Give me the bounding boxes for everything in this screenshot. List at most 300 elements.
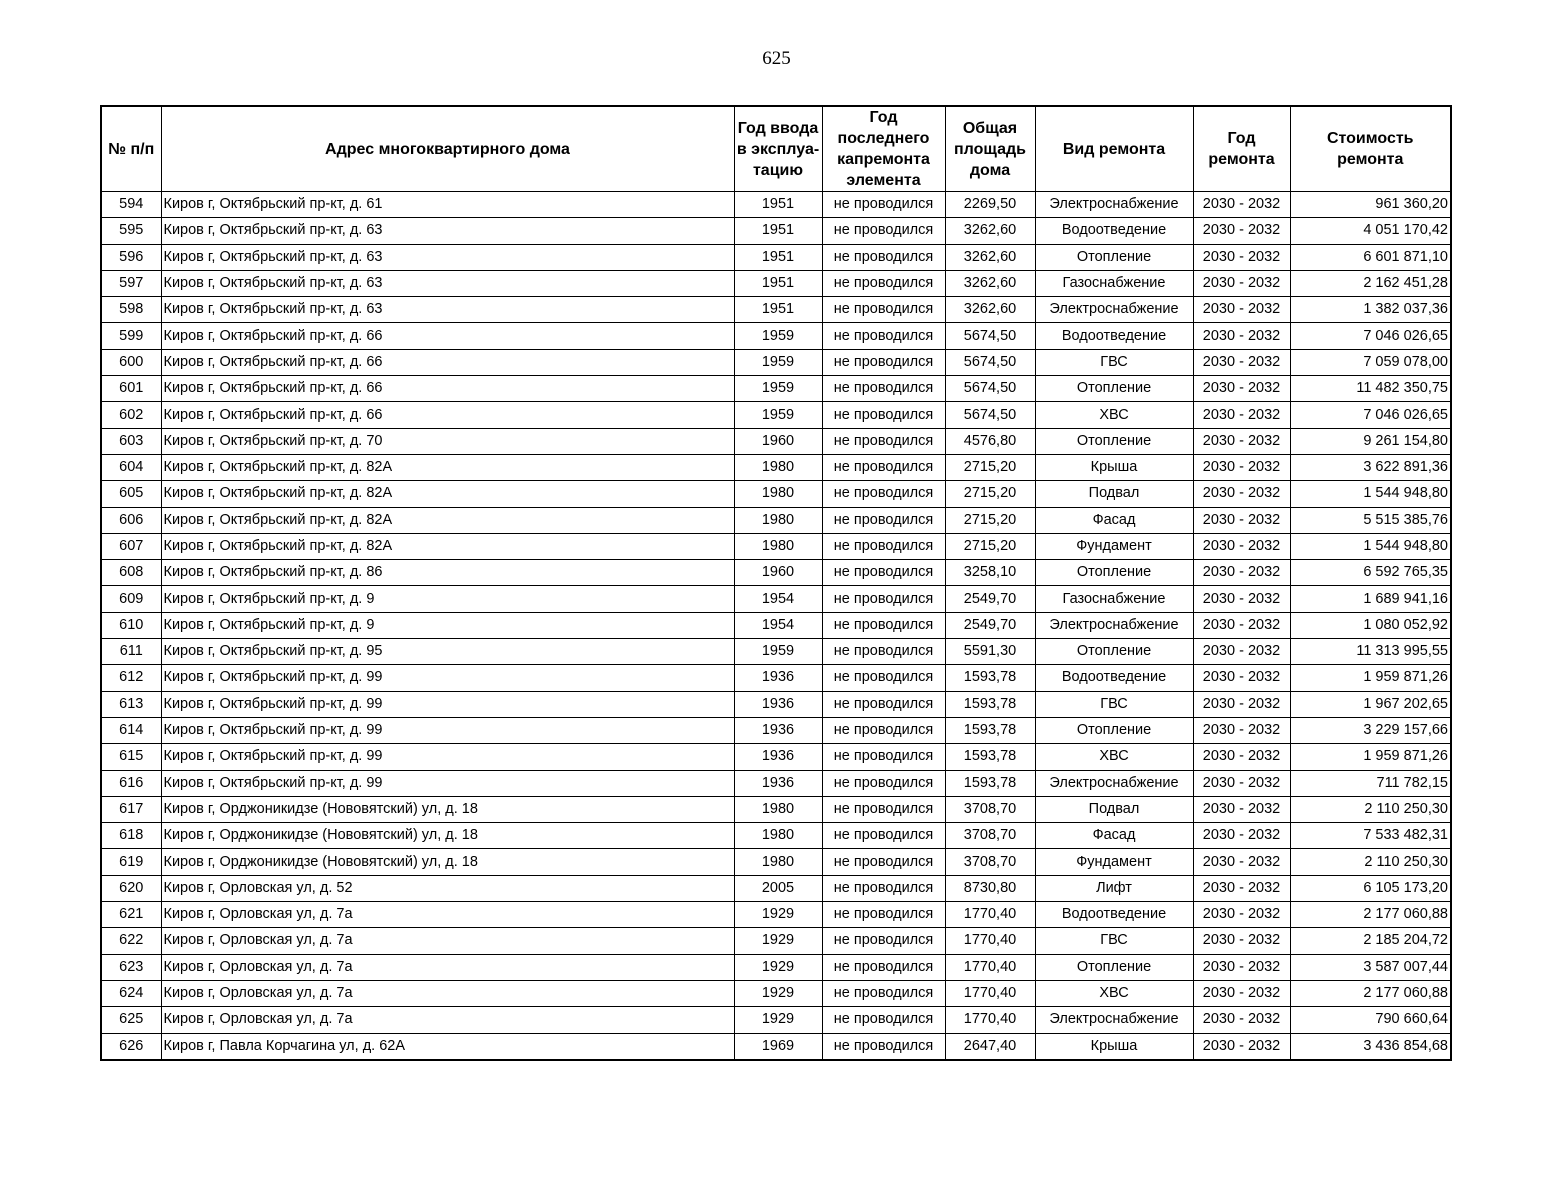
- cell-area: 1593,78: [945, 665, 1035, 691]
- cell-num: 611: [101, 639, 161, 665]
- cell-repair-year: 2030 - 2032: [1193, 586, 1290, 612]
- cell-last-repair: не проводился: [822, 402, 945, 428]
- cell-last-repair: не проводился: [822, 902, 945, 928]
- cell-year-commission: 1951: [734, 297, 822, 323]
- cell-num: 598: [101, 297, 161, 323]
- cell-year-commission: 1954: [734, 612, 822, 638]
- cell-cost: 2 110 250,30: [1290, 796, 1451, 822]
- table-row: [101, 928, 1451, 954]
- cell-num: 596: [101, 244, 161, 270]
- cell-repair-kind: Электроснабжение: [1035, 192, 1193, 218]
- cell-num: 601: [101, 376, 161, 402]
- cell-year-commission: 1980: [734, 533, 822, 559]
- table-row: [101, 323, 1451, 349]
- cell-cost: 1 080 052,92: [1290, 612, 1451, 638]
- cell-area: 5674,50: [945, 323, 1035, 349]
- header-year-commission: Год ввода в эксплуа-тацию: [734, 106, 822, 192]
- table-row: [101, 823, 1451, 849]
- cell-year-commission: 1959: [734, 376, 822, 402]
- cell-area: 5674,50: [945, 349, 1035, 375]
- cell-area: 2715,20: [945, 507, 1035, 533]
- cell-area: 1593,78: [945, 717, 1035, 743]
- cell-address: Киров г, Октябрьский пр-кт, д. 86: [161, 560, 734, 586]
- cell-last-repair: не проводился: [822, 875, 945, 901]
- cell-area: 2269,50: [945, 192, 1035, 218]
- cell-year-commission: 1960: [734, 560, 822, 586]
- cell-repair-kind: Водоотведение: [1035, 323, 1193, 349]
- cell-repair-kind: Фасад: [1035, 823, 1193, 849]
- cell-area: 2549,70: [945, 586, 1035, 612]
- cell-repair-kind: Подвал: [1035, 796, 1193, 822]
- table-row: [101, 481, 1451, 507]
- cell-repair-year: 2030 - 2032: [1193, 691, 1290, 717]
- table-row: [101, 218, 1451, 244]
- cell-address: Киров г, Октябрьский пр-кт, д. 82А: [161, 481, 734, 507]
- cell-repair-kind: ХВС: [1035, 402, 1193, 428]
- cell-last-repair: не проводился: [822, 980, 945, 1006]
- cell-area: 2715,20: [945, 481, 1035, 507]
- table-row: [101, 560, 1451, 586]
- cell-year-commission: 1980: [734, 454, 822, 480]
- cell-address: Киров г, Октябрьский пр-кт, д. 61: [161, 192, 734, 218]
- cell-year-commission: 1960: [734, 428, 822, 454]
- cell-last-repair: не проводился: [822, 244, 945, 270]
- table-row: [101, 454, 1451, 480]
- table-row: [101, 902, 1451, 928]
- cell-repair-kind: Газоснабжение: [1035, 270, 1193, 296]
- cell-last-repair: не проводился: [822, 297, 945, 323]
- repair-table: [100, 105, 1452, 1061]
- cell-repair-kind: ГВС: [1035, 691, 1193, 717]
- cell-cost: 1 689 941,16: [1290, 586, 1451, 612]
- cell-repair-year: 2030 - 2032: [1193, 481, 1290, 507]
- cell-last-repair: не проводился: [822, 586, 945, 612]
- cell-area: 3708,70: [945, 823, 1035, 849]
- cell-area: 1770,40: [945, 954, 1035, 980]
- cell-area: 3262,60: [945, 270, 1035, 296]
- cell-num: 597: [101, 270, 161, 296]
- cell-address: Киров г, Октябрьский пр-кт, д. 99: [161, 744, 734, 770]
- cell-last-repair: не проводился: [822, 954, 945, 980]
- cell-address: Киров г, Орловская ул, д. 7а: [161, 902, 734, 928]
- cell-year-commission: 1951: [734, 270, 822, 296]
- cell-address: Киров г, Орловская ул, д. 52: [161, 875, 734, 901]
- cell-repair-kind: Водоотведение: [1035, 665, 1193, 691]
- cell-year-commission: 1959: [734, 402, 822, 428]
- cell-repair-kind: Фундамент: [1035, 849, 1193, 875]
- cell-area: 8730,80: [945, 875, 1035, 901]
- table-row: [101, 428, 1451, 454]
- cell-repair-year: 2030 - 2032: [1193, 717, 1290, 743]
- cell-num: 609: [101, 586, 161, 612]
- cell-repair-kind: Отопление: [1035, 954, 1193, 980]
- table-row: [101, 796, 1451, 822]
- cell-address: Киров г, Октябрьский пр-кт, д. 82А: [161, 533, 734, 559]
- page-number: 625: [762, 48, 791, 69]
- cell-area: 1770,40: [945, 902, 1035, 928]
- cell-area: 5674,50: [945, 376, 1035, 402]
- cell-cost: 2 185 204,72: [1290, 928, 1451, 954]
- cell-repair-kind: Отопление: [1035, 560, 1193, 586]
- table-row: [101, 875, 1451, 901]
- cell-area: 1770,40: [945, 928, 1035, 954]
- cell-area: 2647,40: [945, 1033, 1035, 1060]
- cell-year-commission: 1936: [734, 770, 822, 796]
- table-row: [101, 297, 1451, 323]
- cell-cost: 790 660,64: [1290, 1007, 1451, 1033]
- cell-last-repair: не проводился: [822, 533, 945, 559]
- cell-repair-year: 2030 - 2032: [1193, 218, 1290, 244]
- cell-last-repair: не проводился: [822, 349, 945, 375]
- cell-repair-year: 2030 - 2032: [1193, 454, 1290, 480]
- cell-cost: 7 059 078,00: [1290, 349, 1451, 375]
- cell-cost: 2 110 250,30: [1290, 849, 1451, 875]
- cell-address: Киров г, Октябрьский пр-кт, д. 66: [161, 349, 734, 375]
- cell-num: 617: [101, 796, 161, 822]
- cell-cost: 7 046 026,65: [1290, 402, 1451, 428]
- cell-repair-year: 2030 - 2032: [1193, 560, 1290, 586]
- table-row: [101, 192, 1451, 218]
- cell-area: 1593,78: [945, 770, 1035, 796]
- cell-year-commission: 1980: [734, 823, 822, 849]
- cell-area: 2549,70: [945, 612, 1035, 638]
- cell-repair-year: 2030 - 2032: [1193, 928, 1290, 954]
- table-body: [101, 192, 1451, 1060]
- cell-repair-year: 2030 - 2032: [1193, 849, 1290, 875]
- cell-address: Киров г, Орловская ул, д. 7а: [161, 980, 734, 1006]
- cell-address: Киров г, Орджоникидзе (Нововятский) ул, д. 18: [161, 823, 734, 849]
- cell-last-repair: не проводился: [822, 691, 945, 717]
- cell-year-commission: 1929: [734, 1007, 822, 1033]
- cell-area: 3262,60: [945, 218, 1035, 244]
- cell-last-repair: не проводился: [822, 481, 945, 507]
- cell-repair-year: 2030 - 2032: [1193, 349, 1290, 375]
- cell-repair-year: 2030 - 2032: [1193, 744, 1290, 770]
- cell-num: 612: [101, 665, 161, 691]
- cell-year-commission: 1929: [734, 954, 822, 980]
- table-header: [101, 106, 1451, 192]
- header-address: Адрес многоквартирного дома: [161, 106, 734, 192]
- cell-cost: 1 544 948,80: [1290, 481, 1451, 507]
- cell-cost: 11 482 350,75: [1290, 376, 1451, 402]
- cell-last-repair: не проводился: [822, 454, 945, 480]
- table-row: [101, 533, 1451, 559]
- cell-cost: 7 533 482,31: [1290, 823, 1451, 849]
- header-area: Общая площадь дома: [945, 106, 1035, 192]
- table-row: [101, 744, 1451, 770]
- cell-year-commission: 1936: [734, 717, 822, 743]
- cell-address: Киров г, Октябрьский пр-кт, д. 70: [161, 428, 734, 454]
- table-row: [101, 612, 1451, 638]
- cell-repair-year: 2030 - 2032: [1193, 665, 1290, 691]
- cell-cost: 3 229 157,66: [1290, 717, 1451, 743]
- cell-address: Киров г, Октябрьский пр-кт, д. 99: [161, 691, 734, 717]
- table-row: [101, 586, 1451, 612]
- cell-area: 1593,78: [945, 691, 1035, 717]
- cell-last-repair: не проводился: [822, 1033, 945, 1060]
- cell-address: Киров г, Октябрьский пр-кт, д. 9: [161, 586, 734, 612]
- cell-repair-kind: Электроснабжение: [1035, 612, 1193, 638]
- cell-cost: 4 051 170,42: [1290, 218, 1451, 244]
- cell-repair-year: 2030 - 2032: [1193, 770, 1290, 796]
- cell-repair-year: 2030 - 2032: [1193, 1007, 1290, 1033]
- cell-area: 1770,40: [945, 980, 1035, 1006]
- table-row: [101, 270, 1451, 296]
- cell-cost: 9 261 154,80: [1290, 428, 1451, 454]
- header-num: № п/п: [101, 106, 161, 192]
- cell-repair-kind: Отопление: [1035, 717, 1193, 743]
- cell-repair-year: 2030 - 2032: [1193, 244, 1290, 270]
- cell-cost: 3 587 007,44: [1290, 954, 1451, 980]
- cell-repair-year: 2030 - 2032: [1193, 823, 1290, 849]
- cell-address: Киров г, Октябрьский пр-кт, д. 99: [161, 665, 734, 691]
- cell-area: 3708,70: [945, 796, 1035, 822]
- cell-last-repair: не проводился: [822, 639, 945, 665]
- cell-repair-year: 2030 - 2032: [1193, 954, 1290, 980]
- cell-last-repair: не проводился: [822, 507, 945, 533]
- cell-address: Киров г, Октябрьский пр-кт, д. 66: [161, 323, 734, 349]
- cell-last-repair: не проводился: [822, 928, 945, 954]
- cell-last-repair: не проводился: [822, 849, 945, 875]
- table-row: [101, 1033, 1451, 1060]
- cell-area: 5674,50: [945, 402, 1035, 428]
- cell-num: 605: [101, 481, 161, 507]
- cell-year-commission: 1969: [734, 1033, 822, 1060]
- cell-num: 607: [101, 533, 161, 559]
- cell-address: Киров г, Октябрьский пр-кт, д. 95: [161, 639, 734, 665]
- cell-num: 600: [101, 349, 161, 375]
- cell-year-commission: 1954: [734, 586, 822, 612]
- cell-cost: 961 360,20: [1290, 192, 1451, 218]
- cell-last-repair: не проводился: [822, 376, 945, 402]
- cell-area: 2715,20: [945, 533, 1035, 559]
- table-row: [101, 349, 1451, 375]
- table-row: [101, 954, 1451, 980]
- table-row: [101, 849, 1451, 875]
- cell-address: Киров г, Октябрьский пр-кт, д. 63: [161, 270, 734, 296]
- table-row: [101, 639, 1451, 665]
- cell-num: 606: [101, 507, 161, 533]
- cell-last-repair: не проводился: [822, 823, 945, 849]
- cell-area: 4576,80: [945, 428, 1035, 454]
- cell-repair-year: 2030 - 2032: [1193, 323, 1290, 349]
- cell-cost: 6 601 871,10: [1290, 244, 1451, 270]
- cell-repair-year: 2030 - 2032: [1193, 507, 1290, 533]
- cell-address: Киров г, Октябрьский пр-кт, д. 99: [161, 717, 734, 743]
- cell-cost: 1 967 202,65: [1290, 691, 1451, 717]
- cell-area: 3258,10: [945, 560, 1035, 586]
- cell-repair-year: 2030 - 2032: [1193, 376, 1290, 402]
- cell-num: 599: [101, 323, 161, 349]
- cell-cost: 6 592 765,35: [1290, 560, 1451, 586]
- cell-last-repair: не проводился: [822, 770, 945, 796]
- cell-num: 619: [101, 849, 161, 875]
- cell-repair-year: 2030 - 2032: [1193, 428, 1290, 454]
- cell-cost: 3 622 891,36: [1290, 454, 1451, 480]
- cell-num: 603: [101, 428, 161, 454]
- cell-address: Киров г, Октябрьский пр-кт, д. 63: [161, 244, 734, 270]
- cell-area: 5591,30: [945, 639, 1035, 665]
- header-last-repair: Год последнего капремонта элемента: [822, 106, 945, 192]
- cell-num: 595: [101, 218, 161, 244]
- cell-repair-kind: ХВС: [1035, 980, 1193, 1006]
- table-row: [101, 770, 1451, 796]
- cell-repair-kind: Газоснабжение: [1035, 586, 1193, 612]
- cell-num: 594: [101, 192, 161, 218]
- table-row: [101, 1007, 1451, 1033]
- cell-num: 625: [101, 1007, 161, 1033]
- cell-repair-kind: Отопление: [1035, 244, 1193, 270]
- cell-area: 1593,78: [945, 744, 1035, 770]
- table-row: [101, 507, 1451, 533]
- cell-repair-year: 2030 - 2032: [1193, 533, 1290, 559]
- cell-last-repair: не проводился: [822, 218, 945, 244]
- cell-year-commission: 1929: [734, 980, 822, 1006]
- cell-num: 613: [101, 691, 161, 717]
- cell-repair-kind: Лифт: [1035, 875, 1193, 901]
- cell-year-commission: 1936: [734, 665, 822, 691]
- cell-repair-year: 2030 - 2032: [1193, 902, 1290, 928]
- cell-last-repair: не проводился: [822, 744, 945, 770]
- cell-address: Киров г, Орловская ул, д. 7а: [161, 1007, 734, 1033]
- cell-num: 610: [101, 612, 161, 638]
- cell-repair-kind: Фундамент: [1035, 533, 1193, 559]
- cell-num: 614: [101, 717, 161, 743]
- cell-year-commission: 2005: [734, 875, 822, 901]
- cell-address: Киров г, Октябрьский пр-кт, д. 63: [161, 297, 734, 323]
- table-row: [101, 980, 1451, 1006]
- cell-num: 604: [101, 454, 161, 480]
- cell-year-commission: 1980: [734, 849, 822, 875]
- cell-address: Киров г, Октябрьский пр-кт, д. 82А: [161, 454, 734, 480]
- cell-repair-kind: ХВС: [1035, 744, 1193, 770]
- table-row: [101, 376, 1451, 402]
- cell-repair-kind: Отопление: [1035, 376, 1193, 402]
- cell-cost: 1 382 037,36: [1290, 297, 1451, 323]
- cell-num: 615: [101, 744, 161, 770]
- header-cost: Стоимость ремонта: [1290, 106, 1451, 192]
- cell-address: Киров г, Орджоникидзе (Нововятский) ул, д. 18: [161, 796, 734, 822]
- cell-area: 3262,60: [945, 244, 1035, 270]
- cell-repair-year: 2030 - 2032: [1193, 639, 1290, 665]
- cell-cost: 6 105 173,20: [1290, 875, 1451, 901]
- cell-last-repair: не проводился: [822, 270, 945, 296]
- cell-last-repair: не проводился: [822, 192, 945, 218]
- cell-year-commission: 1980: [734, 796, 822, 822]
- cell-cost: 711 782,15: [1290, 770, 1451, 796]
- cell-address: Киров г, Павла Корчагина ул, д. 62А: [161, 1033, 734, 1060]
- cell-num: 621: [101, 902, 161, 928]
- cell-address: Киров г, Орджоникидзе (Нововятский) ул, д. 18: [161, 849, 734, 875]
- cell-last-repair: не проводился: [822, 612, 945, 638]
- cell-address: Киров г, Орловская ул, д. 7а: [161, 954, 734, 980]
- cell-last-repair: не проводился: [822, 796, 945, 822]
- cell-num: 623: [101, 954, 161, 980]
- cell-last-repair: не проводился: [822, 665, 945, 691]
- cell-repair-year: 2030 - 2032: [1193, 612, 1290, 638]
- cell-repair-year: 2030 - 2032: [1193, 297, 1290, 323]
- cell-year-commission: 1951: [734, 192, 822, 218]
- cell-cost: 1 544 948,80: [1290, 533, 1451, 559]
- cell-repair-kind: Фасад: [1035, 507, 1193, 533]
- cell-last-repair: не проводился: [822, 717, 945, 743]
- cell-last-repair: не проводился: [822, 560, 945, 586]
- cell-year-commission: 1980: [734, 507, 822, 533]
- cell-repair-year: 2030 - 2032: [1193, 980, 1290, 1006]
- cell-area: 1770,40: [945, 1007, 1035, 1033]
- cell-cost: 2 177 060,88: [1290, 980, 1451, 1006]
- cell-repair-kind: Крыша: [1035, 1033, 1193, 1060]
- cell-num: 608: [101, 560, 161, 586]
- cell-address: Киров г, Октябрьский пр-кт, д. 99: [161, 770, 734, 796]
- cell-repair-year: 2030 - 2032: [1193, 875, 1290, 901]
- cell-address: Киров г, Октябрьский пр-кт, д. 63: [161, 218, 734, 244]
- cell-num: 616: [101, 770, 161, 796]
- cell-num: 602: [101, 402, 161, 428]
- cell-year-commission: 1929: [734, 928, 822, 954]
- cell-repair-kind: Отопление: [1035, 639, 1193, 665]
- cell-cost: 7 046 026,65: [1290, 323, 1451, 349]
- cell-num: 626: [101, 1033, 161, 1060]
- cell-area: 2715,20: [945, 454, 1035, 480]
- cell-year-commission: 1951: [734, 218, 822, 244]
- cell-repair-kind: Отопление: [1035, 428, 1193, 454]
- cell-cost: 11 313 995,55: [1290, 639, 1451, 665]
- table-row: [101, 402, 1451, 428]
- table-row: [101, 691, 1451, 717]
- cell-cost: 1 959 871,26: [1290, 665, 1451, 691]
- cell-year-commission: 1929: [734, 902, 822, 928]
- cell-year-commission: 1936: [734, 744, 822, 770]
- header-repair-year: Год ремонта: [1193, 106, 1290, 192]
- cell-repair-year: 2030 - 2032: [1193, 270, 1290, 296]
- cell-area: 3708,70: [945, 849, 1035, 875]
- cell-num: 620: [101, 875, 161, 901]
- cell-last-repair: не проводился: [822, 323, 945, 349]
- cell-repair-year: 2030 - 2032: [1193, 192, 1290, 218]
- cell-repair-kind: Водоотведение: [1035, 902, 1193, 928]
- cell-area: 3262,60: [945, 297, 1035, 323]
- cell-year-commission: 1959: [734, 639, 822, 665]
- cell-address: Киров г, Орловская ул, д. 7а: [161, 928, 734, 954]
- cell-repair-year: 2030 - 2032: [1193, 1033, 1290, 1060]
- cell-repair-kind: Подвал: [1035, 481, 1193, 507]
- cell-num: 622: [101, 928, 161, 954]
- cell-year-commission: 1959: [734, 349, 822, 375]
- cell-year-commission: 1959: [734, 323, 822, 349]
- cell-repair-kind: ГВС: [1035, 928, 1193, 954]
- cell-cost: 2 162 451,28: [1290, 270, 1451, 296]
- cell-repair-kind: Крыша: [1035, 454, 1193, 480]
- header-repair-kind: Вид ремонта: [1035, 106, 1193, 192]
- cell-year-commission: 1936: [734, 691, 822, 717]
- cell-address: Киров г, Октябрьский пр-кт, д. 66: [161, 376, 734, 402]
- table-row: [101, 244, 1451, 270]
- cell-num: 618: [101, 823, 161, 849]
- cell-repair-year: 2030 - 2032: [1193, 796, 1290, 822]
- cell-repair-kind: Электроснабжение: [1035, 770, 1193, 796]
- cell-repair-kind: ГВС: [1035, 349, 1193, 375]
- cell-address: Киров г, Октябрьский пр-кт, д. 82А: [161, 507, 734, 533]
- table-row: [101, 665, 1451, 691]
- cell-repair-year: 2030 - 2032: [1193, 402, 1290, 428]
- cell-repair-kind: Водоотведение: [1035, 218, 1193, 244]
- cell-last-repair: не проводился: [822, 428, 945, 454]
- cell-num: 624: [101, 980, 161, 1006]
- table-row: [101, 717, 1451, 743]
- cell-cost: 3 436 854,68: [1290, 1033, 1451, 1060]
- cell-year-commission: 1951: [734, 244, 822, 270]
